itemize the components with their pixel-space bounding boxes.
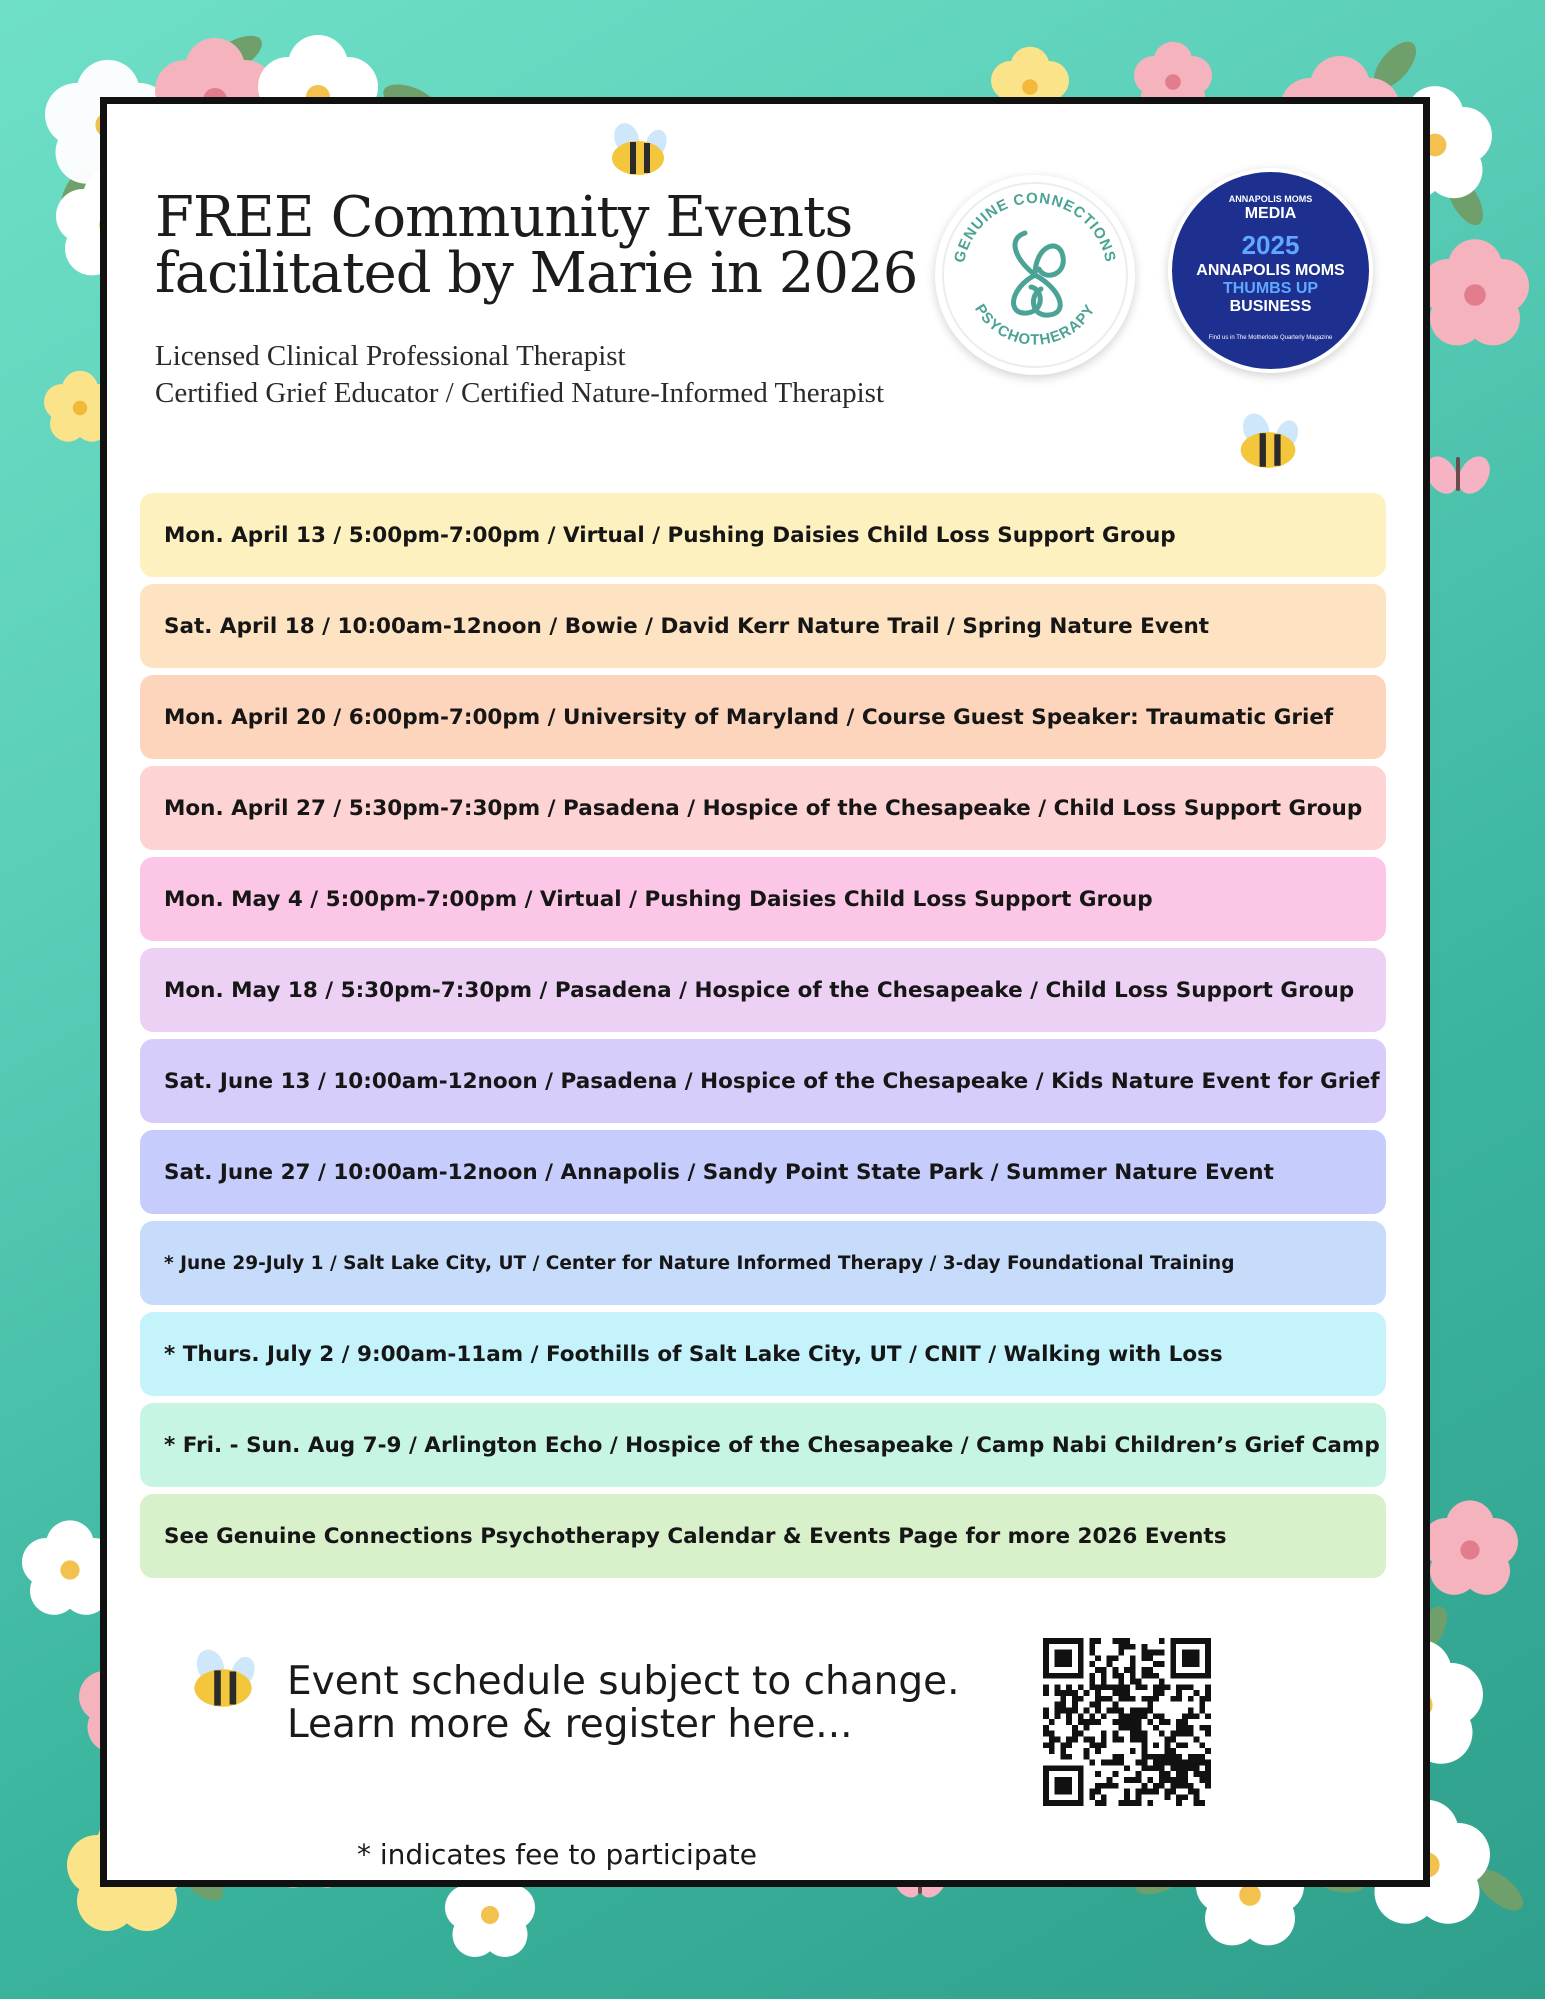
badge-line-2: THUMBS UP — [1222, 280, 1319, 297]
event-row — [140, 1494, 1386, 1578]
event-text: See Genuine Connections Psychotherapy Calendar & Events Page for more 2026 Events — [164, 1523, 1227, 1549]
schedule-note-line-1: Event schedule subject to change. — [287, 1659, 960, 1704]
registration-qr-code[interactable] — [1043, 1638, 1211, 1806]
event-text: Mon. April 27 / 5:30pm-7:30pm / Pasadena / Hospice of the Chesapeake / Child Loss Support Group — [164, 795, 1363, 821]
event-text: * Thurs. July 2 / 9:00am-11am / Foothills of Salt Lake City, UT / CNIT / Walking with Loss — [164, 1341, 1223, 1367]
event-row — [140, 766, 1386, 850]
event-row — [140, 948, 1386, 1032]
event-text: Mon. April 20 / 6:00pm-7:00pm / University of Maryland / Course Guest Speaker: Traumatic Grief — [164, 704, 1334, 730]
badge-publisher: ANNAPOLIS MOMS — [1228, 194, 1313, 204]
svg-text:GENUINE CONNECTIONS: GENUINE CONNECTIONS — [951, 189, 1119, 265]
title-line-2: facilitated by Marie in 2026 — [155, 241, 918, 306]
schedule-note — [287, 1660, 960, 1746]
event-text: Sat. April 18 / 10:00am-12noon / Bowie / David Kerr Nature Trail / Spring Nature Event — [164, 613, 1210, 639]
badge-line-1: ANNAPOLIS MOMS — [1196, 262, 1345, 279]
event-text: * June 29-July 1 / Salt Lake City, UT / Center for Nature Informed Therapy / 3-day Foundational Training — [164, 1252, 1235, 1274]
event-row — [140, 1403, 1386, 1487]
credential-line-2: Certified Grief Educator / Certified Nature-Informed Therapist — [155, 377, 885, 409]
schedule-note-line-2[interactable]: Learn more & register here... — [287, 1702, 853, 1747]
event-row — [140, 1221, 1386, 1305]
page-title — [155, 185, 918, 306]
event-row — [140, 857, 1386, 941]
event-row — [140, 1130, 1386, 1214]
event-row — [140, 1039, 1386, 1123]
genuine-connections-logo — [935, 175, 1135, 375]
event-text: Mon. April 13 / 5:00pm-7:00pm / Virtual / Pushing Daisies Child Loss Support Group — [164, 522, 1176, 548]
badge-media: MEDIA — [1244, 205, 1297, 222]
credential-line-1: Licensed Clinical Professional Therapist — [155, 340, 626, 372]
event-row — [140, 493, 1386, 577]
event-text: Mon. May 4 / 5:00pm-7:00pm / Virtual / Pushing Daisies Child Loss Support Group — [164, 886, 1153, 912]
badge-footnote: Find us in The Motherlode Quarterly Magazine — [1208, 335, 1333, 341]
event-text: Sat. June 13 / 10:00am-12noon / Pasadena / Hospice of the Chesapeake / Kids Nature Event for Grief — [164, 1068, 1380, 1094]
event-row — [140, 1312, 1386, 1396]
event-list — [140, 493, 1386, 1585]
event-row — [140, 675, 1386, 759]
svg-text:PSYCHOTHERAPY: PSYCHOTHERAPY — [971, 301, 1099, 349]
badge-year: 2025 — [1241, 230, 1300, 260]
fee-note: * indicates fee to participate — [357, 1838, 757, 1871]
badge-line-3: BUSINESS — [1229, 298, 1312, 315]
event-row — [140, 584, 1386, 668]
event-text: * Fri. - Sun. Aug 7-9 / Arlington Echo / Hospice of the Chesapeake / Camp Nabi Children’s Grief Camp — [164, 1432, 1380, 1458]
event-text: Sat. June 27 / 10:00am-12noon / Annapolis / Sandy Point State Park / Summer Nature Event — [164, 1159, 1274, 1185]
title-line-1: FREE Community Events — [155, 185, 853, 250]
credentials — [155, 338, 884, 412]
annapolis-moms-badge — [1168, 168, 1373, 373]
event-text: Mon. May 18 / 5:30pm-7:30pm / Pasadena / Hospice of the Chesapeake / Child Loss Support Group — [164, 977, 1355, 1003]
